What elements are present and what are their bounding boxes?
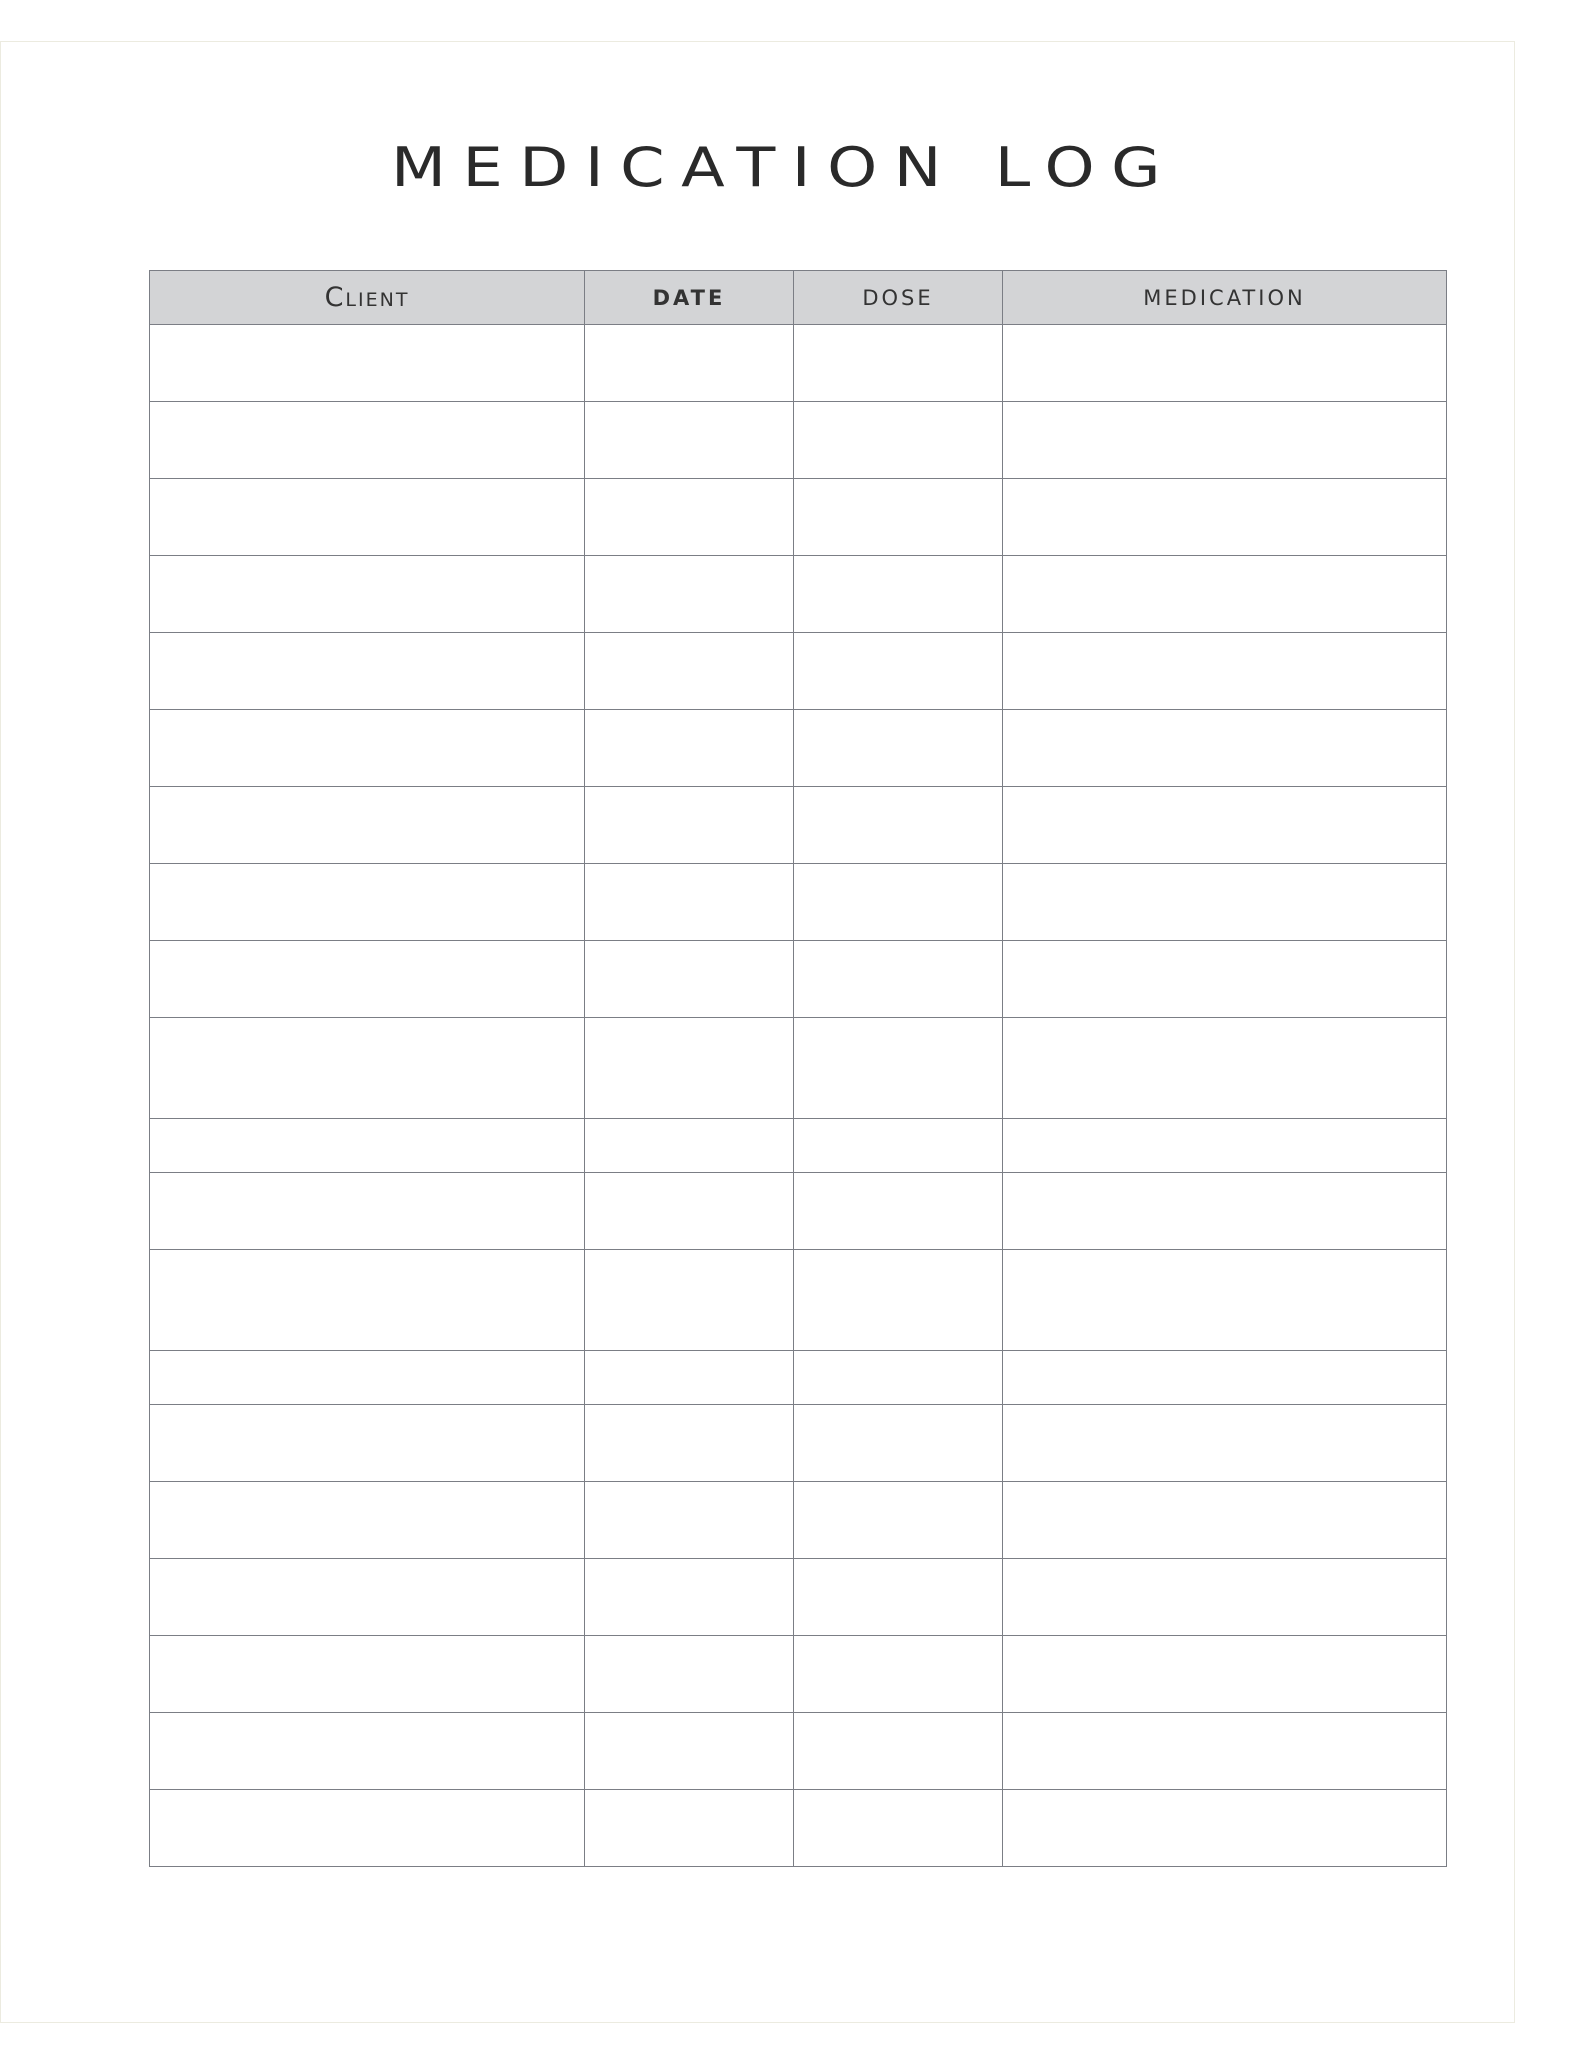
table-row	[150, 1482, 1447, 1559]
date-cell[interactable]	[585, 479, 794, 556]
date-cell[interactable]	[585, 1482, 794, 1559]
client-cell[interactable]	[150, 1405, 585, 1482]
dose-cell[interactable]	[794, 556, 1003, 633]
dose-cell[interactable]	[794, 1790, 1003, 1867]
table-row	[150, 1119, 1447, 1173]
medication-cell[interactable]	[1003, 1173, 1447, 1250]
dose-cell[interactable]	[794, 1559, 1003, 1636]
date-cell[interactable]	[585, 325, 794, 402]
medication-cell[interactable]	[1003, 1790, 1447, 1867]
table-row	[150, 787, 1447, 864]
dose-cell[interactable]	[794, 941, 1003, 1018]
table-row	[150, 1790, 1447, 1867]
medication-cell[interactable]	[1003, 1351, 1447, 1405]
client-cell[interactable]	[150, 1250, 585, 1351]
medication-cell[interactable]	[1003, 1482, 1447, 1559]
date-cell[interactable]	[585, 1405, 794, 1482]
client-cell[interactable]	[150, 479, 585, 556]
dose-cell[interactable]	[794, 1636, 1003, 1713]
dose-cell[interactable]	[794, 710, 1003, 787]
table-row	[150, 479, 1447, 556]
medication-cell[interactable]	[1003, 941, 1447, 1018]
client-cell[interactable]	[150, 710, 585, 787]
dose-cell[interactable]	[794, 1405, 1003, 1482]
medication-cell[interactable]	[1003, 556, 1447, 633]
date-cell[interactable]	[585, 1636, 794, 1713]
medication-cell[interactable]	[1003, 325, 1447, 402]
client-cell[interactable]	[150, 1018, 585, 1119]
table-row	[150, 325, 1447, 402]
date-cell[interactable]	[585, 787, 794, 864]
client-cell[interactable]	[150, 1636, 585, 1713]
date-cell[interactable]	[585, 864, 794, 941]
medication-cell[interactable]	[1003, 1713, 1447, 1790]
table-row	[150, 710, 1447, 787]
dose-cell[interactable]	[794, 1018, 1003, 1119]
dose-cell[interactable]	[794, 864, 1003, 941]
dose-cell[interactable]	[794, 1119, 1003, 1173]
table-row	[150, 941, 1447, 1018]
client-cell[interactable]	[150, 1559, 585, 1636]
client-cell[interactable]	[150, 325, 585, 402]
page-title: MEDICATION LOG	[390, 136, 1178, 199]
dose-cell[interactable]	[794, 633, 1003, 710]
medication-cell[interactable]	[1003, 1250, 1447, 1351]
table-row	[150, 402, 1447, 479]
medication-cell[interactable]	[1003, 1405, 1447, 1482]
client-cell[interactable]	[150, 787, 585, 864]
log-body	[150, 325, 1447, 1867]
date-cell[interactable]	[585, 941, 794, 1018]
client-cell[interactable]	[150, 556, 585, 633]
dose-cell[interactable]	[794, 1250, 1003, 1351]
table-row	[150, 1405, 1447, 1482]
medication-cell[interactable]	[1003, 787, 1447, 864]
table-row	[150, 1173, 1447, 1250]
client-cell[interactable]	[150, 864, 585, 941]
dose-cell[interactable]	[794, 1482, 1003, 1559]
client-cell[interactable]	[150, 941, 585, 1018]
medication-cell[interactable]	[1003, 1018, 1447, 1119]
client-cell[interactable]	[150, 1351, 585, 1405]
date-cell[interactable]	[585, 1559, 794, 1636]
medication-log-table	[149, 270, 1447, 1867]
table-row	[150, 1559, 1447, 1636]
date-cell[interactable]	[585, 710, 794, 787]
date-cell[interactable]	[585, 1173, 794, 1250]
medication-cell[interactable]	[1003, 864, 1447, 941]
table-row	[150, 1713, 1447, 1790]
medication-cell[interactable]	[1003, 1559, 1447, 1636]
table-row	[150, 1250, 1447, 1351]
medication-cell[interactable]	[1003, 479, 1447, 556]
column-header-dose: DOSE	[794, 271, 1003, 325]
dose-cell[interactable]	[794, 325, 1003, 402]
dose-cell[interactable]	[794, 479, 1003, 556]
table-row	[150, 1636, 1447, 1713]
date-cell[interactable]	[585, 402, 794, 479]
medication-cell[interactable]	[1003, 710, 1447, 787]
dose-cell[interactable]	[794, 1713, 1003, 1790]
client-cell[interactable]	[150, 1713, 585, 1790]
dose-cell[interactable]	[794, 402, 1003, 479]
client-cell[interactable]	[150, 1173, 585, 1250]
table-row	[150, 633, 1447, 710]
medication-cell[interactable]	[1003, 633, 1447, 710]
date-cell[interactable]	[585, 1250, 794, 1351]
column-header-date: DATE	[585, 271, 794, 325]
date-cell[interactable]	[585, 1018, 794, 1119]
table-row	[150, 864, 1447, 941]
date-cell[interactable]	[585, 633, 794, 710]
date-cell[interactable]	[585, 1713, 794, 1790]
table-row	[150, 1018, 1447, 1119]
header-row	[150, 271, 1447, 325]
date-cell[interactable]	[585, 1790, 794, 1867]
column-header-medication: MEDICATION	[1003, 271, 1447, 325]
dose-cell[interactable]	[794, 1173, 1003, 1250]
table-row	[150, 1351, 1447, 1405]
date-cell[interactable]	[585, 556, 794, 633]
table-row	[150, 556, 1447, 633]
client-cell[interactable]	[150, 633, 585, 710]
client-cell[interactable]	[150, 1482, 585, 1559]
client-cell[interactable]	[150, 1790, 585, 1867]
client-cell[interactable]	[150, 402, 585, 479]
medication-cell[interactable]	[1003, 402, 1447, 479]
client-cell[interactable]	[150, 1119, 585, 1173]
date-cell[interactable]	[585, 1351, 794, 1405]
dose-cell[interactable]	[794, 1351, 1003, 1405]
column-header-client: Client	[150, 271, 585, 325]
medication-cell[interactable]	[1003, 1636, 1447, 1713]
date-cell[interactable]	[585, 1119, 794, 1173]
medication-cell[interactable]	[1003, 1119, 1447, 1173]
dose-cell[interactable]	[794, 787, 1003, 864]
